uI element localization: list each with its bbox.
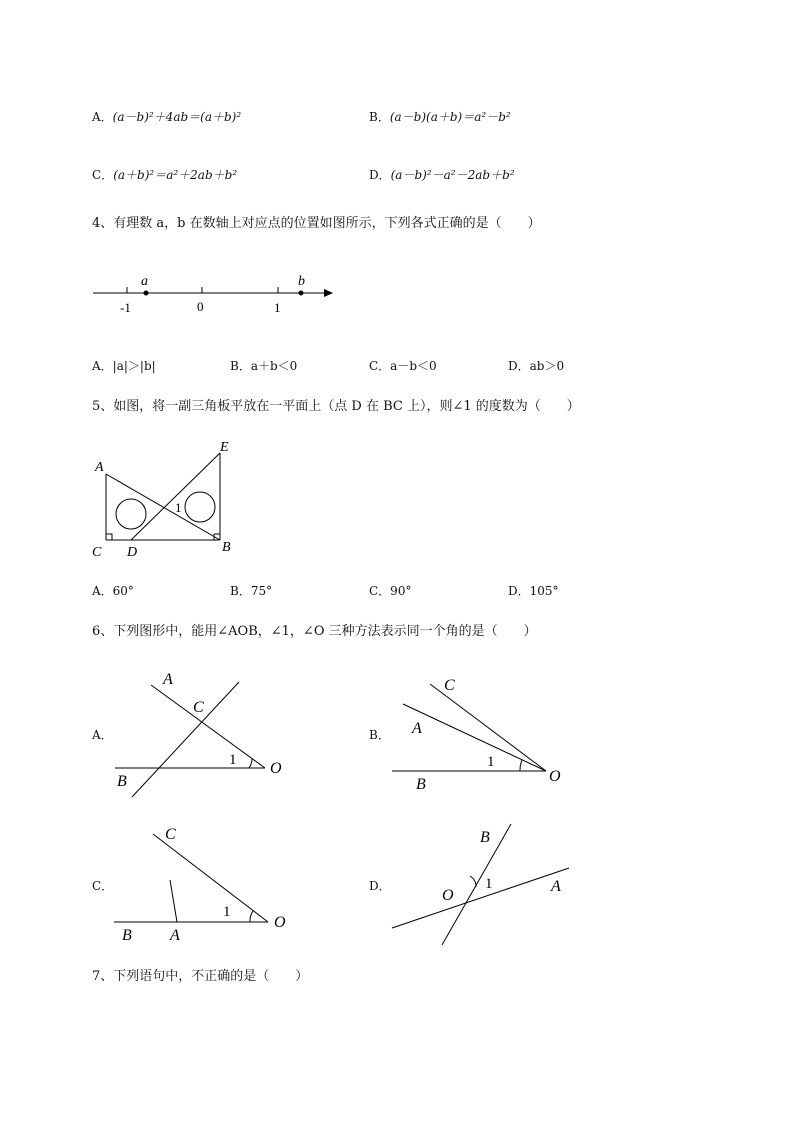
fig6c-label-b: B [122,927,132,944]
fig6a-label-o: O [270,760,282,777]
q4-option-a: A．|a|＞|b| [92,359,156,373]
q6-option-c-label: C． [92,879,114,893]
fig6b-label-o: O [549,768,561,785]
q5-stem: 5、如图，将一副三角板平放在一平面上（点 D 在 BC 上），则∠1 的度数为（ ） [92,399,580,414]
q5-option-c: C．90° [369,584,412,598]
fig6a-label-c: C [193,699,204,716]
q6-option-a-label: A． [92,728,113,742]
q3-option-b-label: B． [369,110,390,124]
fig6d-label-o: O [442,887,454,904]
q3-option-d-label: D． [369,168,391,182]
fig6b-angle-1: 1 [487,754,495,770]
fig6c-angle-1: 1 [223,904,231,920]
tick-0-label: 0 [197,299,204,314]
fig6a-label-b: B [117,773,127,790]
q3-option-b-expr: (a－b)(a＋b)＝a²－b² [389,110,511,124]
q3-option-d-expr: (a－b)²－a²－2ab＋b² [390,168,515,182]
fig6b-label-b: B [416,776,426,793]
fig6c-label-c: C [165,826,176,843]
fig5-angle-1: 1 [175,500,182,515]
q4-option-d: D．ab＞0 [508,359,565,373]
tick-1-label: 1 [274,300,281,315]
fig6c-label-o: O [274,914,286,931]
fig5-label-c: C [92,545,102,560]
q5-option-d: D．105° [508,584,559,598]
q5-option-a: A．60° [92,584,134,598]
q3-option-a-label: A． [92,110,113,124]
tick-neg1-label: -1 [120,300,131,315]
fig6d-label-b: B [480,829,490,846]
fig6d-label-a: A [551,878,561,895]
q6-fig-a [115,682,265,797]
q6-option-d-label: D． [369,879,391,893]
q5-option-b: B．75° [230,584,273,598]
fig5-label-b: B [222,540,231,555]
q4-option-b: B．a＋b＜0 [230,359,298,373]
q6-fig-c [114,834,268,922]
fig6c-label-a: A [170,927,180,944]
fig6a-angle-1: 1 [229,752,237,768]
fig6b-label-a: A [412,720,422,737]
fig6b-label-c: C [444,677,455,694]
q7-stem: 7、下列语句中，不正确的是（ ） [92,969,309,984]
q3-option-a-expr: (a－b)²＋4ab＝(a＋b)² [112,110,242,124]
fig5-label-e: E [220,440,229,455]
point-a-label: a [141,274,148,289]
q3-option-c-label: C． [92,168,114,182]
q4-option-c: C．a－b＜0 [369,359,437,373]
fig6d-angle-1: 1 [485,876,493,892]
q3-option-c-expr: (a＋b)²＝a²＋2ab＋b² [113,168,238,182]
q6-stem: 6、下列图形中，能用∠AOB，∠1，∠O 三种方法表示同一个角的是（ ） [92,624,537,639]
q6-option-b-label: B． [369,728,390,742]
fig5-label-d: D [127,545,138,560]
fig6a-label-a: A [163,671,173,688]
q4-stem: 4、有理数 a，b 在数轴上对应点的位置如图所示，下列各式正确的是（ ） [92,216,541,231]
fig5-label-a: A [95,460,104,475]
point-b-label: b [298,274,305,289]
